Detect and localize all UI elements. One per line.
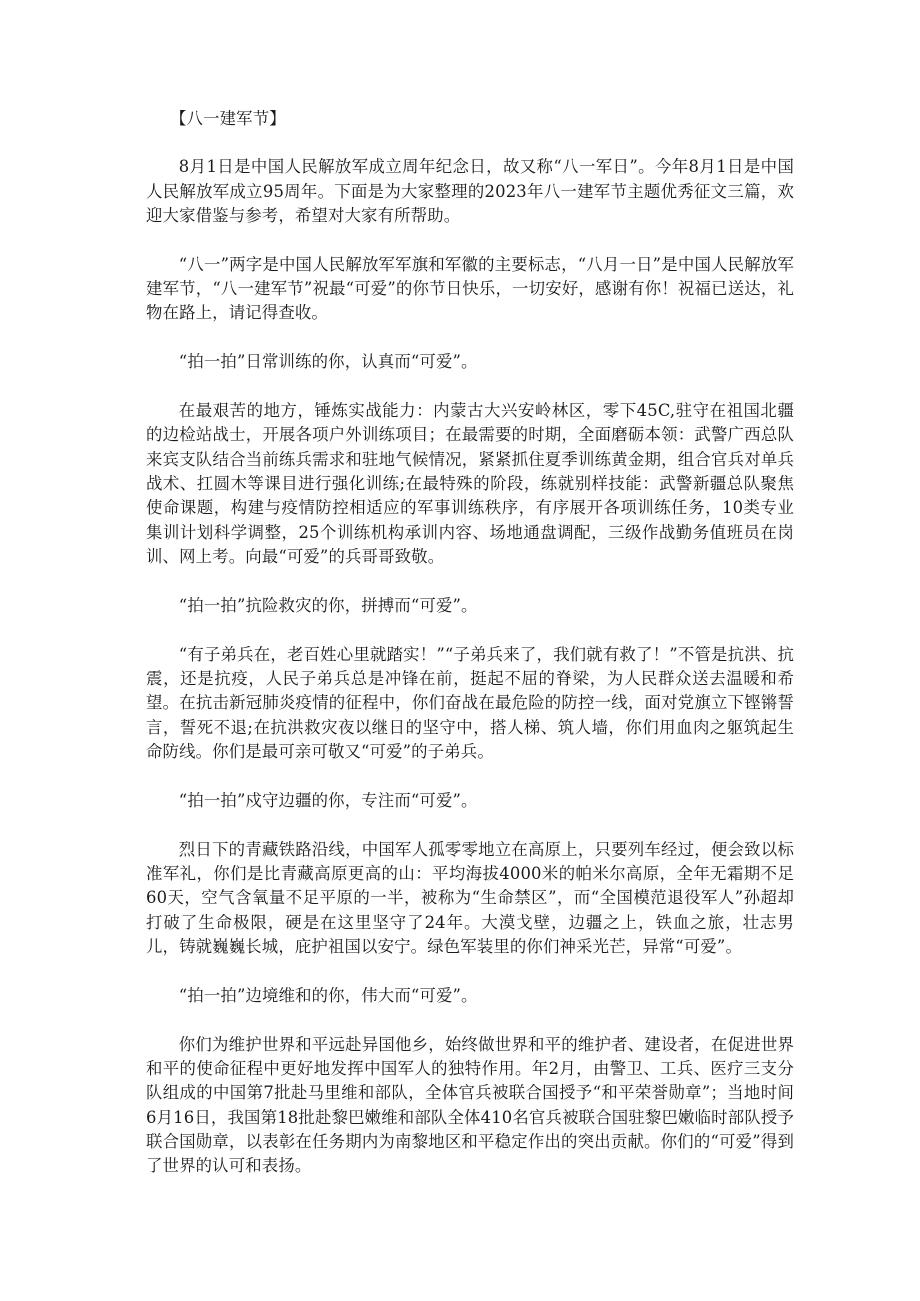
paragraph-intro: 8月1日是中国人民解放军成立周年纪念日，故又称“八一军日”。今年8月1日是中国人民解放军成立95周年。下面是为大家整理的2023年八一建军节主题优秀征文三篇，欢迎大家借鉴与参考，希望对大家有所帮助。 xyxy=(146,157,794,225)
paragraph-greeting: “八一”两字是中国人民解放军军旗和军徽的主要标志，“八月一日”是中国人民解放军建军节，“八一建军节”祝最“可爱”的你节日快乐，一切安好，感谢有你！祝福已送达，礼物在路上，请记得查收。 xyxy=(146,254,794,323)
paragraph-training: 在最艰苦的地方，锤炼实战能力：内蒙古大兴安岭林区，零下45C,驻守在祖国北疆的边检站战士，开展各项户外训练项目；在最需要的时期，全面磨砺本领：武警广西总队来宾支队结合当前练兵需求和驻地气候情况，紧紧抓住夏季训练黄金期，组合官兵对单兵战术、扛圆木等课目进行强化训练;在最特殊的阶段，练就别样技能：武警新疆总队聚焦使命课题，构建与疫情防控相适应的军事训练秩序，有序展开各项训练任务，10类专业集训计划科学调整，25个训练机构承训内容、场地通盘调配，三级作战勤务值班员在岗训、网上考。向最“可爱”的兵哥哥致敬。 xyxy=(146,401,794,566)
paragraph-disaster-relief: “有子弟兵在，老百姓心里就踏实！”“子弟兵来了，我们就有救了！”不管是抗洪、抗震，还是抗疫，人民子弟兵总是冲锋在前，挺起不屈的脊梁，为人民群众送去温暖和希望。在抗击新冠肺炎疫情的征程中，你们奋战在最危险的防控一线，面对党旗立下铿锵誓言，誓死不退;在抗洪救灾夜以继日的坚守中，搭人梯、筑人墙，你们用血肉之躯筑起生命防线。你们是最可亲可敬又“可爱”的子弟兵。 xyxy=(146,644,794,761)
section-title-border-guard: “拍一拍”戍守边疆的你，专注而“可爱”。 xyxy=(178,790,478,810)
paragraph-border-guard: 烈日下的青藏铁路沿线，中国军人孤零零地立在高原上，只要列车经过，便会致以标准军礼，你们是比青藏高原更高的山：平均海拔4000米的帕米尔高原，全年无霜期不足60天，空气含氧量不足平原的一半，被称为“生命禁区”，而“全国模范退役军人”孙超却打破了生命极限，硬是在这里坚守了24年。大漠戈壁，边疆之上，铁血之旅，壮志男儿，铸就巍巍长城，庇护祖国以安宁。绿色军装里的你们神采光芒，异常“可爱”。 xyxy=(146,839,794,956)
paragraph-peacekeeping: 你们为维护世界和平远赴异国他乡，始终做世界和平的维护者、建设者，在促进世界和平的使命征程中更好地发挥中国军人的独特作用。年2月，由警卫、工兵、医疗三支分队组成的中国第7批赴马里维和部队，全体官兵被联合国授予“和平荣誉勋章”；当地时间6月16日，我国第18批赴黎巴嫩维和部队全体410名官兵被联合国驻黎巴嫩临时部队授予联合国勋章，以表彰在任务期内为南黎地区和平稳定作出的突出贡献。你们的“可爱”得到了世界的认可和表扬。 xyxy=(146,1034,794,1176)
section-title-peacekeeping: “拍一拍”边境维和的你，伟大而“可爱”。 xyxy=(178,985,478,1005)
section-title-training: “拍一拍”日常训练的你，认真而“可爱”。 xyxy=(178,352,478,372)
document-heading: 【八一建军节】 xyxy=(170,109,286,128)
document-body xyxy=(146,107,794,1203)
section-title-disaster-relief: “拍一拍”抗险救灾的你，拼搏而“可爱”。 xyxy=(178,595,478,615)
